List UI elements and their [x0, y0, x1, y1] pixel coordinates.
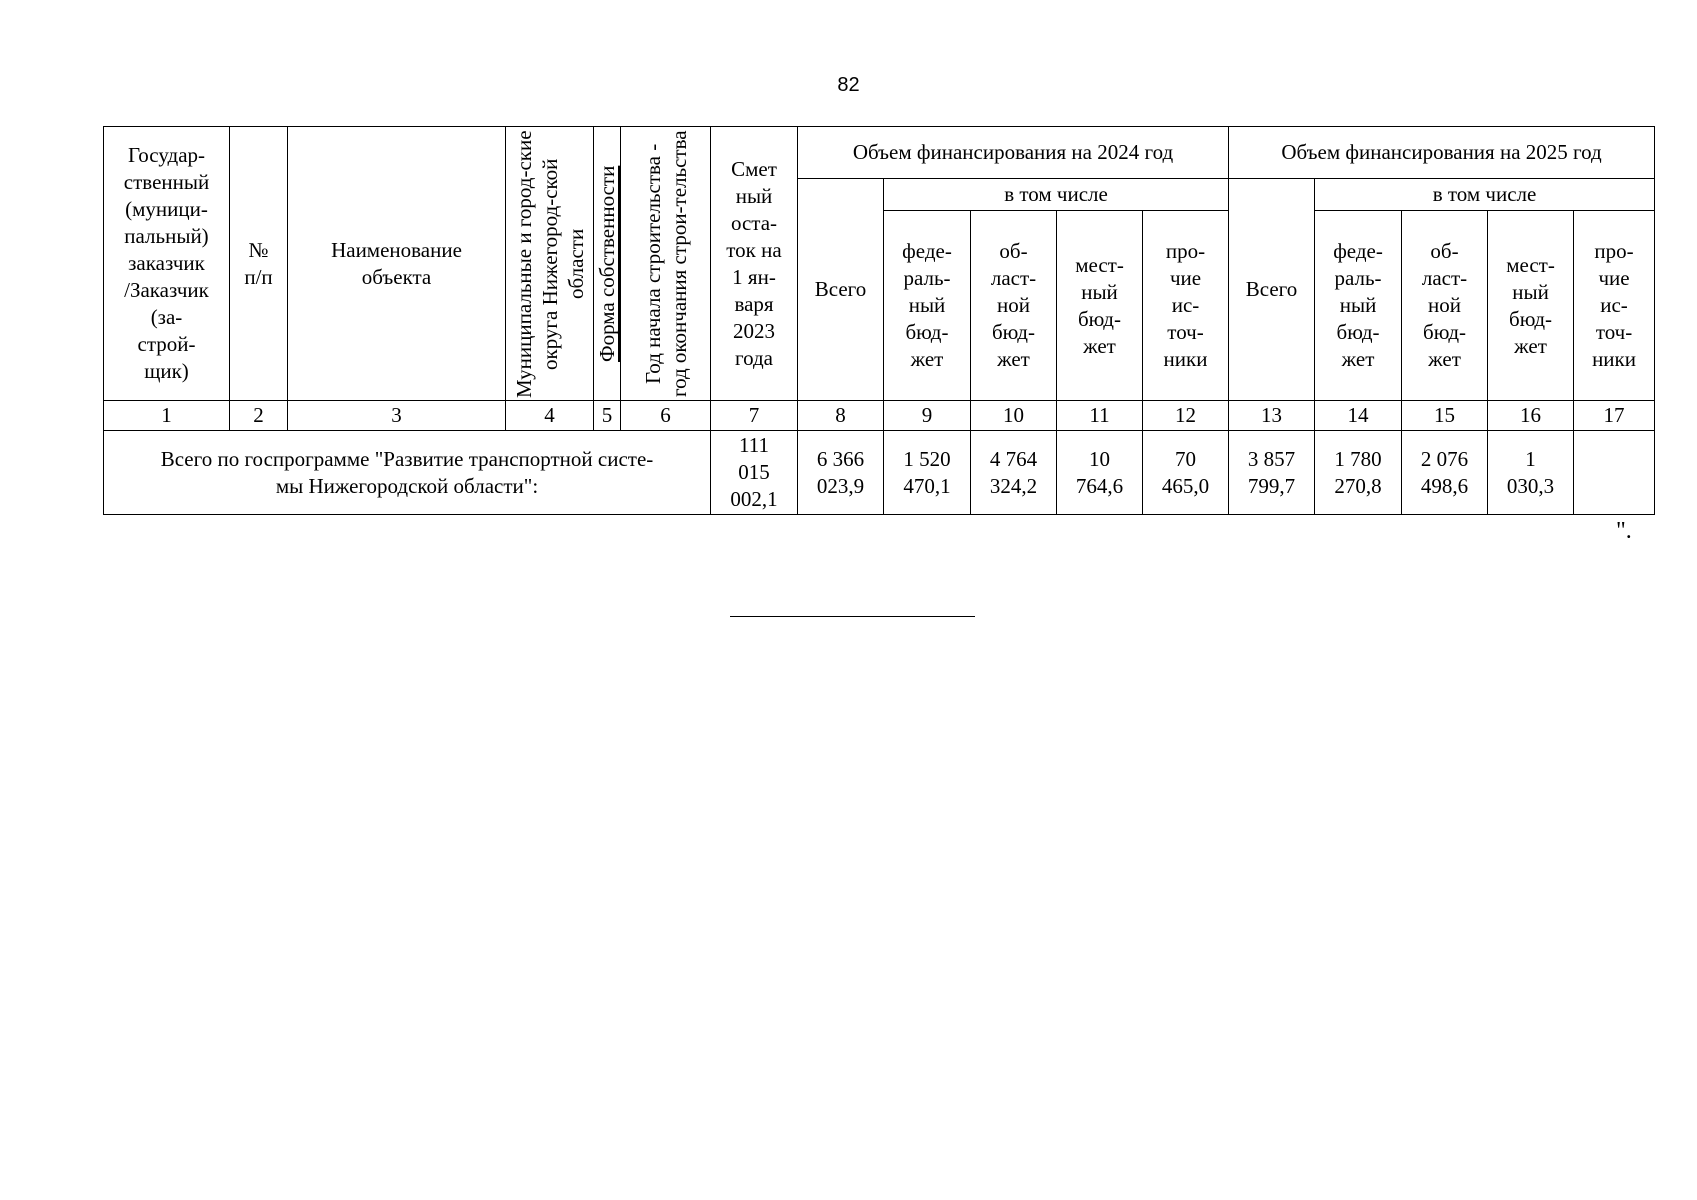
column-number-row	[104, 401, 1655, 431]
column-number: 10	[971, 401, 1057, 431]
header-construction-years: Год начала строительства - год окончания строи-тельства	[621, 127, 711, 401]
header-funding-2025: Объем финансирования на 2025 год	[1229, 127, 1655, 179]
total-2024-total: 6 366 023,9	[798, 431, 884, 515]
column-number: 4	[506, 401, 594, 431]
column-number: 7	[711, 401, 798, 431]
total-row	[104, 431, 1655, 515]
header-2025-total: Всего	[1229, 179, 1315, 401]
total-row-label: Всего по госпрограмме "Развитие транспортной систе- мы Нижегородской области":	[104, 431, 711, 515]
header-2025-other: про- чие ис- точ- ники	[1574, 211, 1655, 401]
header-2025-regional: об- ласт- ной бюд- жет	[1402, 211, 1488, 401]
header-2024-regional: об- ласт- ной бюд- жет	[971, 211, 1057, 401]
total-estimate-remainder: 111 015 002,1	[711, 431, 798, 515]
total-2024-local: 10 764,6	[1057, 431, 1143, 515]
column-number: 17	[1574, 401, 1655, 431]
separator-line	[730, 616, 975, 617]
column-number: 15	[1402, 401, 1488, 431]
column-number: 2	[230, 401, 288, 431]
column-number: 16	[1488, 401, 1574, 431]
column-number: 3	[288, 401, 506, 431]
header-municipalities: Муниципальные и город-ские округа Нижегород-ской области	[506, 127, 594, 401]
header-funding-2024: Объем финансирования на 2024 год	[798, 127, 1229, 179]
column-number: 13	[1229, 401, 1315, 431]
column-number: 1	[104, 401, 230, 431]
total-2024-regional: 4 764 324,2	[971, 431, 1057, 515]
header-ownership: Форма собственности	[594, 127, 621, 401]
header-number: № п/п	[230, 127, 288, 401]
total-2025-total: 3 857 799,7	[1229, 431, 1315, 515]
column-number: 5	[594, 401, 621, 431]
total-2024-other: 70 465,0	[1143, 431, 1229, 515]
header-object-name: Наименование объекта	[288, 127, 506, 401]
funding-table	[103, 126, 1655, 515]
header-2025-federal: феде- раль- ный бюд- жет	[1315, 211, 1402, 401]
header-2024-local: мест- ный бюд- жет	[1057, 211, 1143, 401]
total-2025-other	[1574, 431, 1655, 515]
column-number: 12	[1143, 401, 1229, 431]
header-customer: Государ- ственный (муници- пальный) заказчик /Заказчик (за- строй- щик)	[104, 127, 230, 401]
total-2024-federal: 1 520 470,1	[884, 431, 971, 515]
header-2024-other: про- чие ис- точ- ники	[1143, 211, 1229, 401]
header-2025-local: мест- ный бюд- жет	[1488, 211, 1574, 401]
page-number: 82	[837, 74, 860, 96]
total-2025-local: 1 030,3	[1488, 431, 1574, 515]
column-number: 11	[1057, 401, 1143, 431]
header-2024-federal: феде- раль- ный бюд- жет	[884, 211, 971, 401]
header-estimate-remainder: Смет ный оста- ток на 1 ян- варя 2023 года	[711, 127, 798, 401]
total-2025-regional: 2 076 498,6	[1402, 431, 1488, 515]
header-2024-total: Всего	[798, 179, 884, 401]
column-number: 6	[621, 401, 711, 431]
closing-quote: ".	[1616, 518, 1632, 544]
column-number: 9	[884, 401, 971, 431]
header-2024-including: в том числе	[884, 179, 1229, 211]
total-2025-federal: 1 780 270,8	[1315, 431, 1402, 515]
header-2025-including: в том числе	[1315, 179, 1655, 211]
column-number: 14	[1315, 401, 1402, 431]
column-number: 8	[798, 401, 884, 431]
